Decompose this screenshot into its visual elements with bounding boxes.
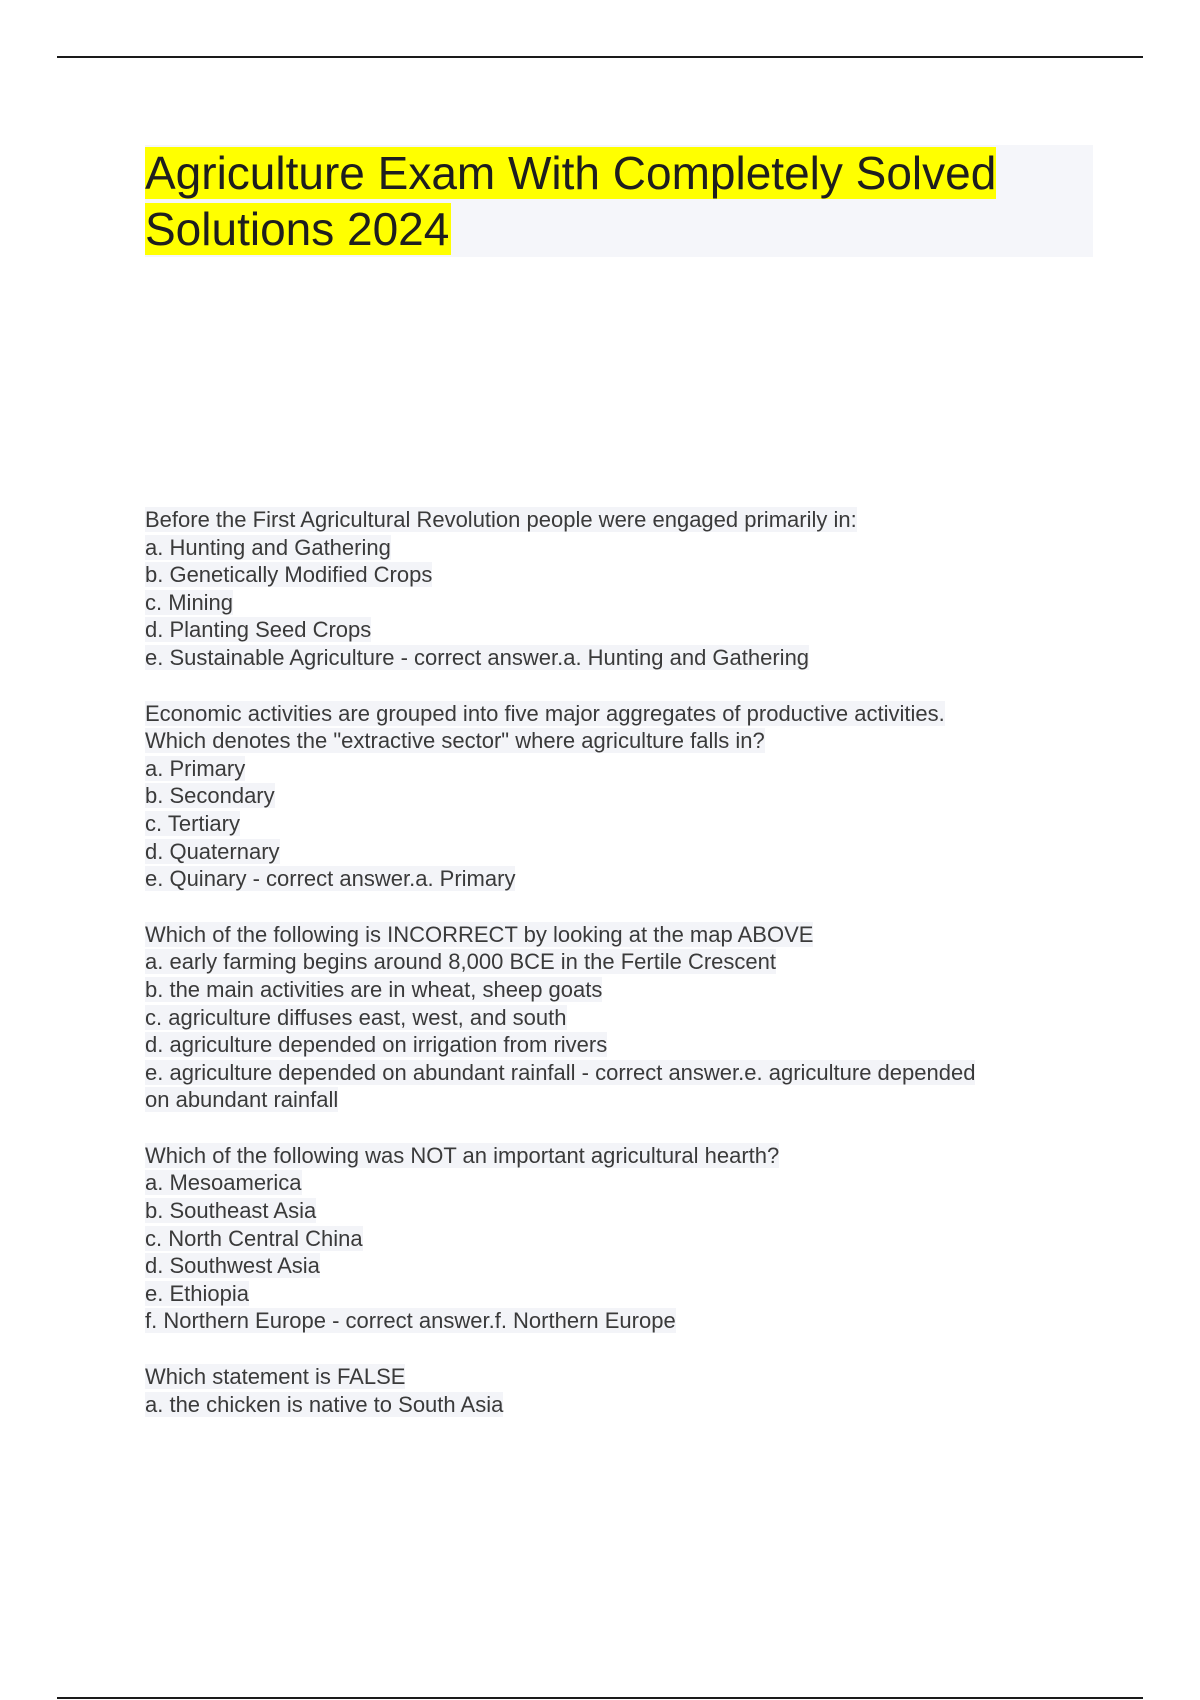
answer-option: a. Primary	[145, 755, 246, 781]
answer-option: b. Southeast Asia	[145, 1198, 317, 1224]
answer-option: a. the chicken is native to South Asia	[145, 1391, 504, 1417]
answer-option: d. Planting Seed Crops	[145, 617, 372, 643]
answer-solution-continued: on abundant rainfall	[145, 1087, 339, 1113]
title-highlight: Agriculture Exam With Completely Solved Solutions 2024	[145, 147, 997, 255]
answer-option: d. Southwest Asia	[145, 1253, 320, 1279]
question-block-4	[145, 1142, 1095, 1335]
question-text: Which statement is FALSE	[145, 1364, 406, 1390]
question-list	[145, 506, 1095, 1446]
answer-option: a. Hunting and Gathering	[145, 534, 391, 560]
bottom-rule	[57, 1697, 1143, 1699]
answer-option: c. Mining	[145, 589, 234, 615]
answer-option: b. the main activities are in wheat, sheep goats	[145, 976, 603, 1002]
question-block-2	[145, 700, 1095, 893]
answer-option-with-solution: e. Sustainable Agriculture - correct answer.a. Hunting and Gathering	[145, 644, 810, 670]
question-block-3	[145, 921, 1095, 1114]
answer-option: b. Genetically Modified Crops	[145, 562, 433, 588]
question-text: Economic activities are grouped into five major aggregates of productive activities.	[145, 700, 945, 726]
answer-option: a. early farming begins around 8,000 BCE in the Fertile Crescent	[145, 949, 776, 975]
answer-option: d. Quaternary	[145, 838, 280, 864]
document-title	[145, 145, 1093, 257]
question-block-5	[145, 1363, 1095, 1418]
answer-option: a. Mesoamerica	[145, 1170, 302, 1196]
question-block-1	[145, 506, 1095, 672]
answer-option: c. North Central China	[145, 1225, 363, 1251]
question-text: Which of the following was NOT an important agricultural hearth?	[145, 1142, 780, 1168]
answer-option: b. Secondary	[145, 783, 275, 809]
answer-option-with-solution: e. agriculture depended on abundant rainfall - correct answer.e. agriculture depended	[145, 1059, 976, 1085]
answer-option: d. agriculture depended on irrigation from rivers	[145, 1032, 608, 1058]
question-text: Which of the following is INCORRECT by looking at the map ABOVE	[145, 921, 814, 947]
answer-option: e. Ethiopia	[145, 1280, 249, 1306]
answer-option: c. agriculture diffuses east, west, and south	[145, 1004, 567, 1030]
answer-option: c. Tertiary	[145, 810, 240, 836]
answer-option-with-solution: e. Quinary - correct answer.a. Primary	[145, 866, 516, 892]
top-rule	[57, 56, 1143, 58]
question-text: Before the First Agricultural Revolution people were engaged primarily in:	[145, 507, 857, 532]
answer-option-with-solution: f. Northern Europe - correct answer.f. Northern Europe	[145, 1308, 676, 1334]
question-text: Which denotes the "extractive sector" where agriculture falls in?	[145, 728, 765, 754]
